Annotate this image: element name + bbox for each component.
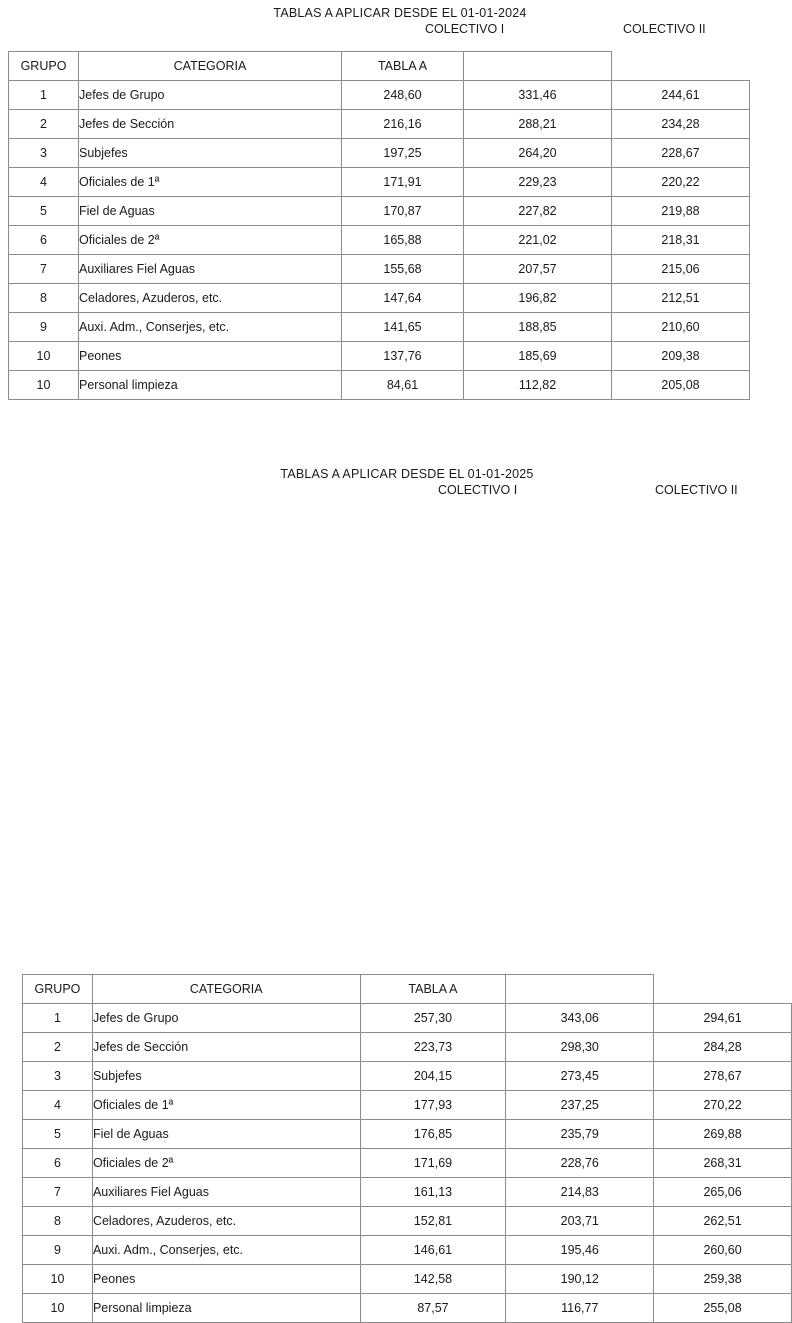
header-blank-colectivo-ii-2024 <box>612 52 750 81</box>
cell-colectivo-ii: 278,67 <box>654 1062 792 1091</box>
table-header-row-2025 <box>23 975 792 1004</box>
cell-colectivo-ii: 210,60 <box>612 313 750 342</box>
cell-colectivo-i: 331,46 <box>464 81 612 110</box>
table-row <box>9 139 750 168</box>
table-row <box>23 1294 792 1323</box>
cell-colectivo-ii: 265,06 <box>654 1178 792 1207</box>
cell-tabla-a: 248,60 <box>342 81 464 110</box>
cell-categoria: Auxiliares Fiel Aguas <box>79 255 342 284</box>
cell-grupo: 2 <box>9 110 79 139</box>
cell-categoria: Fiel de Aguas <box>79 197 342 226</box>
cell-colectivo-i: 112,82 <box>464 371 612 400</box>
table-row <box>9 342 750 371</box>
cell-colectivo-ii: 234,28 <box>612 110 750 139</box>
cell-grupo: 8 <box>23 1207 93 1236</box>
table-row <box>23 1178 792 1207</box>
cell-colectivo-ii: 244,61 <box>612 81 750 110</box>
table-2025 <box>22 974 792 1323</box>
table-row <box>23 1033 792 1062</box>
table-row <box>9 226 750 255</box>
cell-colectivo-i: 203,71 <box>506 1207 654 1236</box>
cell-grupo: 10 <box>23 1294 93 1323</box>
cell-categoria: Personal limpieza <box>92 1294 360 1323</box>
cell-grupo: 10 <box>9 371 79 400</box>
table-row <box>9 371 750 400</box>
cell-tabla-a: 171,69 <box>360 1149 506 1178</box>
cell-colectivo-i: 221,02 <box>464 226 612 255</box>
cell-categoria: Oficiales de 1ª <box>92 1091 360 1120</box>
group-header-colectivo-ii-2024: COLECTIVO II <box>623 22 706 36</box>
cell-colectivo-i: 190,12 <box>506 1265 654 1294</box>
cell-colectivo-i: 214,83 <box>506 1178 654 1207</box>
cell-tabla-a: 257,30 <box>360 1004 506 1033</box>
salary-table-section-2025 <box>0 461 792 1315</box>
group-header-colectivo-i-2025: COLECTIVO I <box>438 483 518 497</box>
cell-colectivo-i: 185,69 <box>464 342 612 371</box>
cell-categoria: Peones <box>92 1265 360 1294</box>
cell-grupo: 7 <box>9 255 79 284</box>
cell-tabla-a: 142,58 <box>360 1265 506 1294</box>
cell-colectivo-ii: 268,31 <box>654 1149 792 1178</box>
cell-colectivo-i: 298,30 <box>506 1033 654 1062</box>
cell-colectivo-i: 116,77 <box>506 1294 654 1323</box>
header-categoria-2025: CATEGORIA <box>92 975 360 1004</box>
cell-grupo: 4 <box>23 1091 93 1120</box>
cell-colectivo-i: 195,46 <box>506 1236 654 1265</box>
cell-categoria: Jefes de Grupo <box>92 1004 360 1033</box>
cell-categoria: Celadores, Azuderos, etc. <box>92 1207 360 1236</box>
cell-colectivo-i: 227,82 <box>464 197 612 226</box>
cell-tabla-a: 146,61 <box>360 1236 506 1265</box>
table-row <box>23 1004 792 1033</box>
cell-colectivo-ii: 262,51 <box>654 1207 792 1236</box>
group-header-colectivo-ii-2025: COLECTIVO II <box>655 483 738 497</box>
header-blank-colectivo-ii-2025 <box>654 975 792 1004</box>
cell-tabla-a: 204,15 <box>360 1062 506 1091</box>
cell-colectivo-ii: 215,06 <box>612 255 750 284</box>
cell-colectivo-i: 273,45 <box>506 1062 654 1091</box>
section-title-2025: TABLAS A APLICAR DESDE EL 01-01-2025 <box>280 467 534 481</box>
cell-tabla-a: 165,88 <box>342 226 464 255</box>
table-row <box>9 313 750 342</box>
cell-tabla-a: 171,91 <box>342 168 464 197</box>
cell-grupo: 5 <box>9 197 79 226</box>
cell-categoria: Auxiliares Fiel Aguas <box>92 1178 360 1207</box>
cell-categoria: Oficiales de 1ª <box>79 168 342 197</box>
cell-grupo: 10 <box>23 1265 93 1294</box>
cell-categoria: Auxi. Adm., Conserjes, etc. <box>92 1236 360 1265</box>
cell-categoria: Jefes de Grupo <box>79 81 342 110</box>
cell-grupo: 7 <box>23 1178 93 1207</box>
header-tabla-a-2024: TABLA A <box>342 52 464 81</box>
table-row <box>23 1265 792 1294</box>
cell-colectivo-i: 196,82 <box>464 284 612 313</box>
cell-colectivo-ii: 284,28 <box>654 1033 792 1062</box>
group-header-colectivo-i-2024: COLECTIVO I <box>425 22 505 36</box>
cell-colectivo-i: 288,21 <box>464 110 612 139</box>
cell-grupo: 9 <box>23 1236 93 1265</box>
cell-tabla-a: 176,85 <box>360 1120 506 1149</box>
cell-grupo: 8 <box>9 284 79 313</box>
cell-tabla-a: 137,76 <box>342 342 464 371</box>
table-2024 <box>8 51 750 400</box>
header-tabla-a-2025: TABLA A <box>360 975 506 1004</box>
cell-categoria: Celadores, Azuderos, etc. <box>79 284 342 313</box>
cell-tabla-a: 223,73 <box>360 1033 506 1062</box>
header-grupo-2025: GRUPO <box>23 975 93 1004</box>
table-row <box>9 197 750 226</box>
cell-grupo: 9 <box>9 313 79 342</box>
cell-colectivo-ii: 260,60 <box>654 1236 792 1265</box>
cell-tabla-a: 87,57 <box>360 1294 506 1323</box>
header-blank-colectivo-i-2025 <box>506 975 654 1004</box>
cell-grupo: 6 <box>23 1149 93 1178</box>
cell-tabla-a: 170,87 <box>342 197 464 226</box>
cell-categoria: Oficiales de 2ª <box>92 1149 360 1178</box>
cell-colectivo-ii: 218,31 <box>612 226 750 255</box>
cell-colectivo-i: 264,20 <box>464 139 612 168</box>
cell-categoria: Peones <box>79 342 342 371</box>
cell-colectivo-i: 188,85 <box>464 313 612 342</box>
cell-colectivo-ii: 205,08 <box>612 371 750 400</box>
table-row <box>23 1236 792 1265</box>
cell-colectivo-ii: 269,88 <box>654 1120 792 1149</box>
table-row <box>9 110 750 139</box>
table-row <box>23 1149 792 1178</box>
cell-colectivo-i: 229,23 <box>464 168 612 197</box>
cell-grupo: 1 <box>23 1004 93 1033</box>
cell-colectivo-ii: 228,67 <box>612 139 750 168</box>
cell-colectivo-ii: 219,88 <box>612 197 750 226</box>
table-header-row-2024 <box>9 52 750 81</box>
cell-colectivo-ii: 270,22 <box>654 1091 792 1120</box>
table-row <box>23 1120 792 1149</box>
cell-grupo: 3 <box>23 1062 93 1091</box>
cell-tabla-a: 152,81 <box>360 1207 506 1236</box>
cell-grupo: 6 <box>9 226 79 255</box>
cell-grupo: 10 <box>9 342 79 371</box>
cell-colectivo-i: 235,79 <box>506 1120 654 1149</box>
group-header-row-2024 <box>0 20 792 40</box>
header-categoria-2024: CATEGORIA <box>79 52 342 81</box>
cell-tabla-a: 155,68 <box>342 255 464 284</box>
cell-tabla-a: 141,65 <box>342 313 464 342</box>
section-title-2024: TABLAS A APLICAR DESDE EL 01-01-2024 <box>273 6 527 20</box>
cell-colectivo-i: 237,25 <box>506 1091 654 1120</box>
cell-categoria: Jefes de Sección <box>92 1033 360 1062</box>
table-body-2025 <box>23 1004 792 1323</box>
cell-grupo: 2 <box>23 1033 93 1062</box>
cell-tabla-a: 84,61 <box>342 371 464 400</box>
cell-tabla-a: 177,93 <box>360 1091 506 1120</box>
table-body-2024 <box>9 81 750 400</box>
table-row <box>9 255 750 284</box>
cell-categoria: Subjefes <box>79 139 342 168</box>
header-grupo-2024: GRUPO <box>9 52 79 81</box>
table-row <box>23 1091 792 1120</box>
cell-tabla-a: 147,64 <box>342 284 464 313</box>
table-row <box>9 284 750 313</box>
cell-colectivo-ii: 255,08 <box>654 1294 792 1323</box>
cell-grupo: 4 <box>9 168 79 197</box>
cell-tabla-a: 216,16 <box>342 110 464 139</box>
cell-grupo: 1 <box>9 81 79 110</box>
cell-grupo: 5 <box>23 1120 93 1149</box>
salary-table-section-2024 <box>0 0 792 392</box>
table-row <box>23 1062 792 1091</box>
cell-colectivo-ii: 259,38 <box>654 1265 792 1294</box>
cell-categoria: Oficiales de 2ª <box>79 226 342 255</box>
cell-colectivo-ii: 220,22 <box>612 168 750 197</box>
cell-tabla-a: 197,25 <box>342 139 464 168</box>
cell-colectivo-i: 207,57 <box>464 255 612 284</box>
cell-colectivo-ii: 294,61 <box>654 1004 792 1033</box>
cell-categoria: Auxi. Adm., Conserjes, etc. <box>79 313 342 342</box>
cell-categoria: Jefes de Sección <box>79 110 342 139</box>
cell-colectivo-ii: 212,51 <box>612 284 750 313</box>
cell-colectivo-i: 343,06 <box>506 1004 654 1033</box>
table-row <box>9 81 750 110</box>
cell-tabla-a: 161,13 <box>360 1178 506 1207</box>
cell-grupo: 3 <box>9 139 79 168</box>
header-blank-colectivo-i-2024 <box>464 52 612 81</box>
cell-colectivo-ii: 209,38 <box>612 342 750 371</box>
group-header-row-2025 <box>0 481 792 501</box>
cell-categoria: Personal limpieza <box>79 371 342 400</box>
cell-colectivo-i: 228,76 <box>506 1149 654 1178</box>
cell-categoria: Subjefes <box>92 1062 360 1091</box>
cell-categoria: Fiel de Aguas <box>92 1120 360 1149</box>
table-row <box>23 1207 792 1236</box>
table-row <box>9 168 750 197</box>
